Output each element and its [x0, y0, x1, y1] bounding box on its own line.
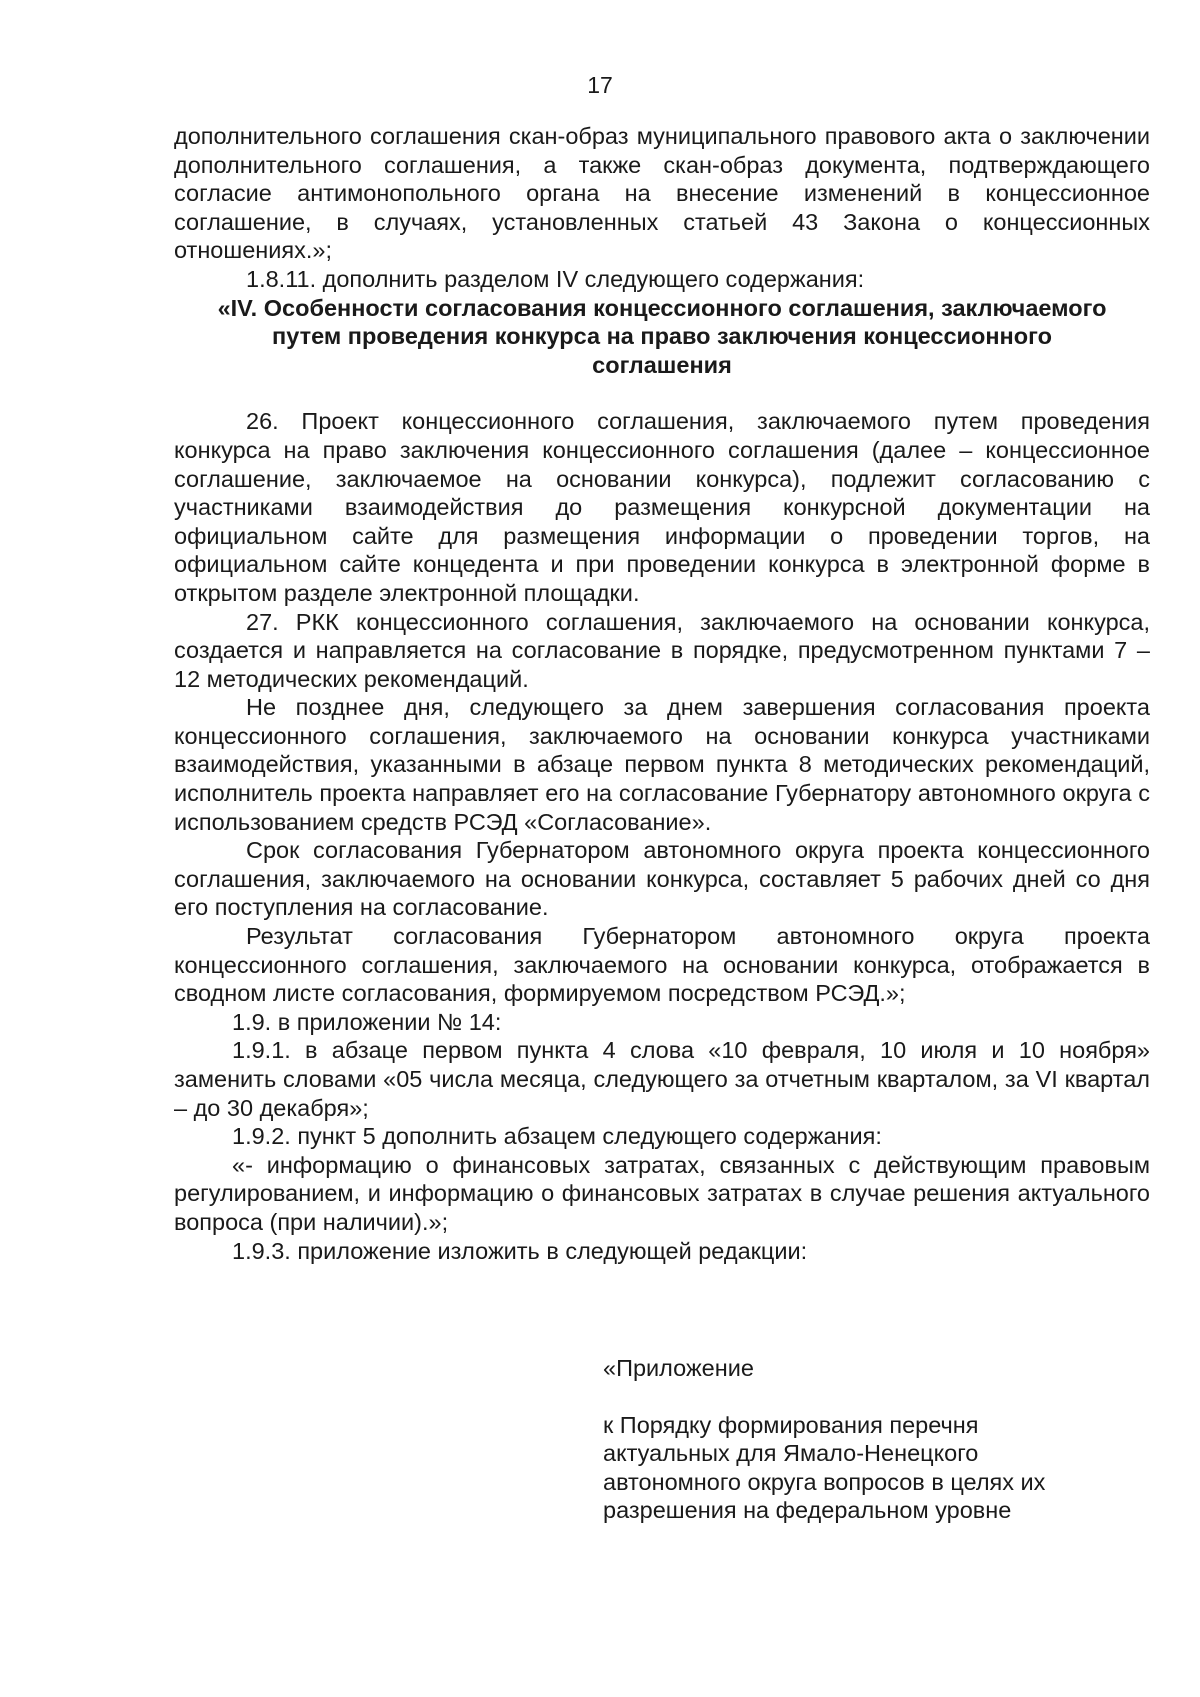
appendix-block	[603, 1354, 1123, 1525]
paragraph-26: 26. Проект концессионного соглашения, заключаемого путем проведения конкурса на право заключения концессионного соглашения (далее – концессионное соглашение, заключаемое на основании конкурса), подлежит согласованию с участниками взаимодействия до размещения конкурсной документации на официальном сайте для размещения информации о проведении торгов, на официальном сайте концедента и при проведении конкурса в электронной форме в открытом разделе электронной площадки.	[174, 408, 1150, 606]
document-body	[174, 122, 1150, 1265]
section-heading: «IV. Особенности согласования концессионного соглашения, заключаемого путем проведения конкурса на право заключения концессионного соглашения	[217, 294, 1107, 378]
paragraph-info-costs: «- информацию о финансовых затратах, связанных с действующим правовым регулированием, и информацию о финансовых затратах в случае решения актуального вопроса (при наличии).»;	[174, 1151, 1150, 1235]
appendix-line: к Порядку формирования перечня	[603, 1411, 979, 1438]
spacer	[603, 1383, 1123, 1411]
appendix-line: разрешения на федеральном уровне	[603, 1497, 1012, 1524]
paragraph-1-9-1: 1.9.1. в абзаце первом пункта 4 слова «10 февраля, 10 июля и 10 ноября» заменить словами «05 числа месяца, следующего за отчетным кварталом, за VI квартал – до 30 декабря»;	[174, 1037, 1150, 1121]
appendix-line: актуальных для Ямало-Ненецкого	[603, 1440, 979, 1467]
appendix-line: автономного округа вопросов в целях их	[603, 1468, 1046, 1495]
paragraph-term: Срок согласования Губернатором автономного округа проекта концессионного соглашения, заключаемого на основании конкурса, составляет 5 рабочих дней со дня его поступления на согласование.	[174, 837, 1150, 921]
paragraph-result: Результат согласования Губернатором автономного округа проекта концессионного соглашения, заключаемого на основании конкурса, отображается в сводном листе согласования, формируемом посредством РСЭД.»;	[174, 923, 1150, 1007]
paragraph-1-9-2: 1.9.2. пункт 5 дополнить абзацем следующего содержания:	[232, 1123, 882, 1150]
paragraph-27: 27. РКК концессионного соглашения, заключаемого на основании конкурса, создается и направляется на согласование в порядке, предусмотренном пунктами 7 – 12 методических рекомендаций.	[174, 608, 1150, 692]
paragraph-1-9-3: 1.9.3. приложение изложить в следующей редакции:	[232, 1237, 808, 1264]
paragraph-1-9: 1.9. в приложении № 14:	[232, 1008, 502, 1035]
paragraph-continuation: дополнительного соглашения скан-образ муниципального правового акта о заключении дополнительного соглашения, а также скан-образ документа, подтверждающего согласие антимонопольного органа на внесение изменений в концессионное соглашение, в случаях, установленных статьей 43 Закона о концессионных отношениях.»;	[174, 123, 1150, 264]
spacer	[174, 379, 1150, 407]
appendix-title: «Приложение	[603, 1355, 754, 1381]
paragraph-deadline: Не позднее дня, следующего за днем завершения согласования проекта концессионного соглашения, заключаемого на основании конкурса участниками взаимодействия, указанными в абзаце первом пункта 8 методических рекомендаций, исполнитель проекта направляет его на согласование Губернатору автономного округа с использованием средств РСЭД «Согласование».	[174, 694, 1150, 835]
paragraph-1-8-11: 1.8.11. дополнить разделом IV следующего содержания:	[246, 265, 865, 292]
page-number: 17	[587, 72, 613, 98]
